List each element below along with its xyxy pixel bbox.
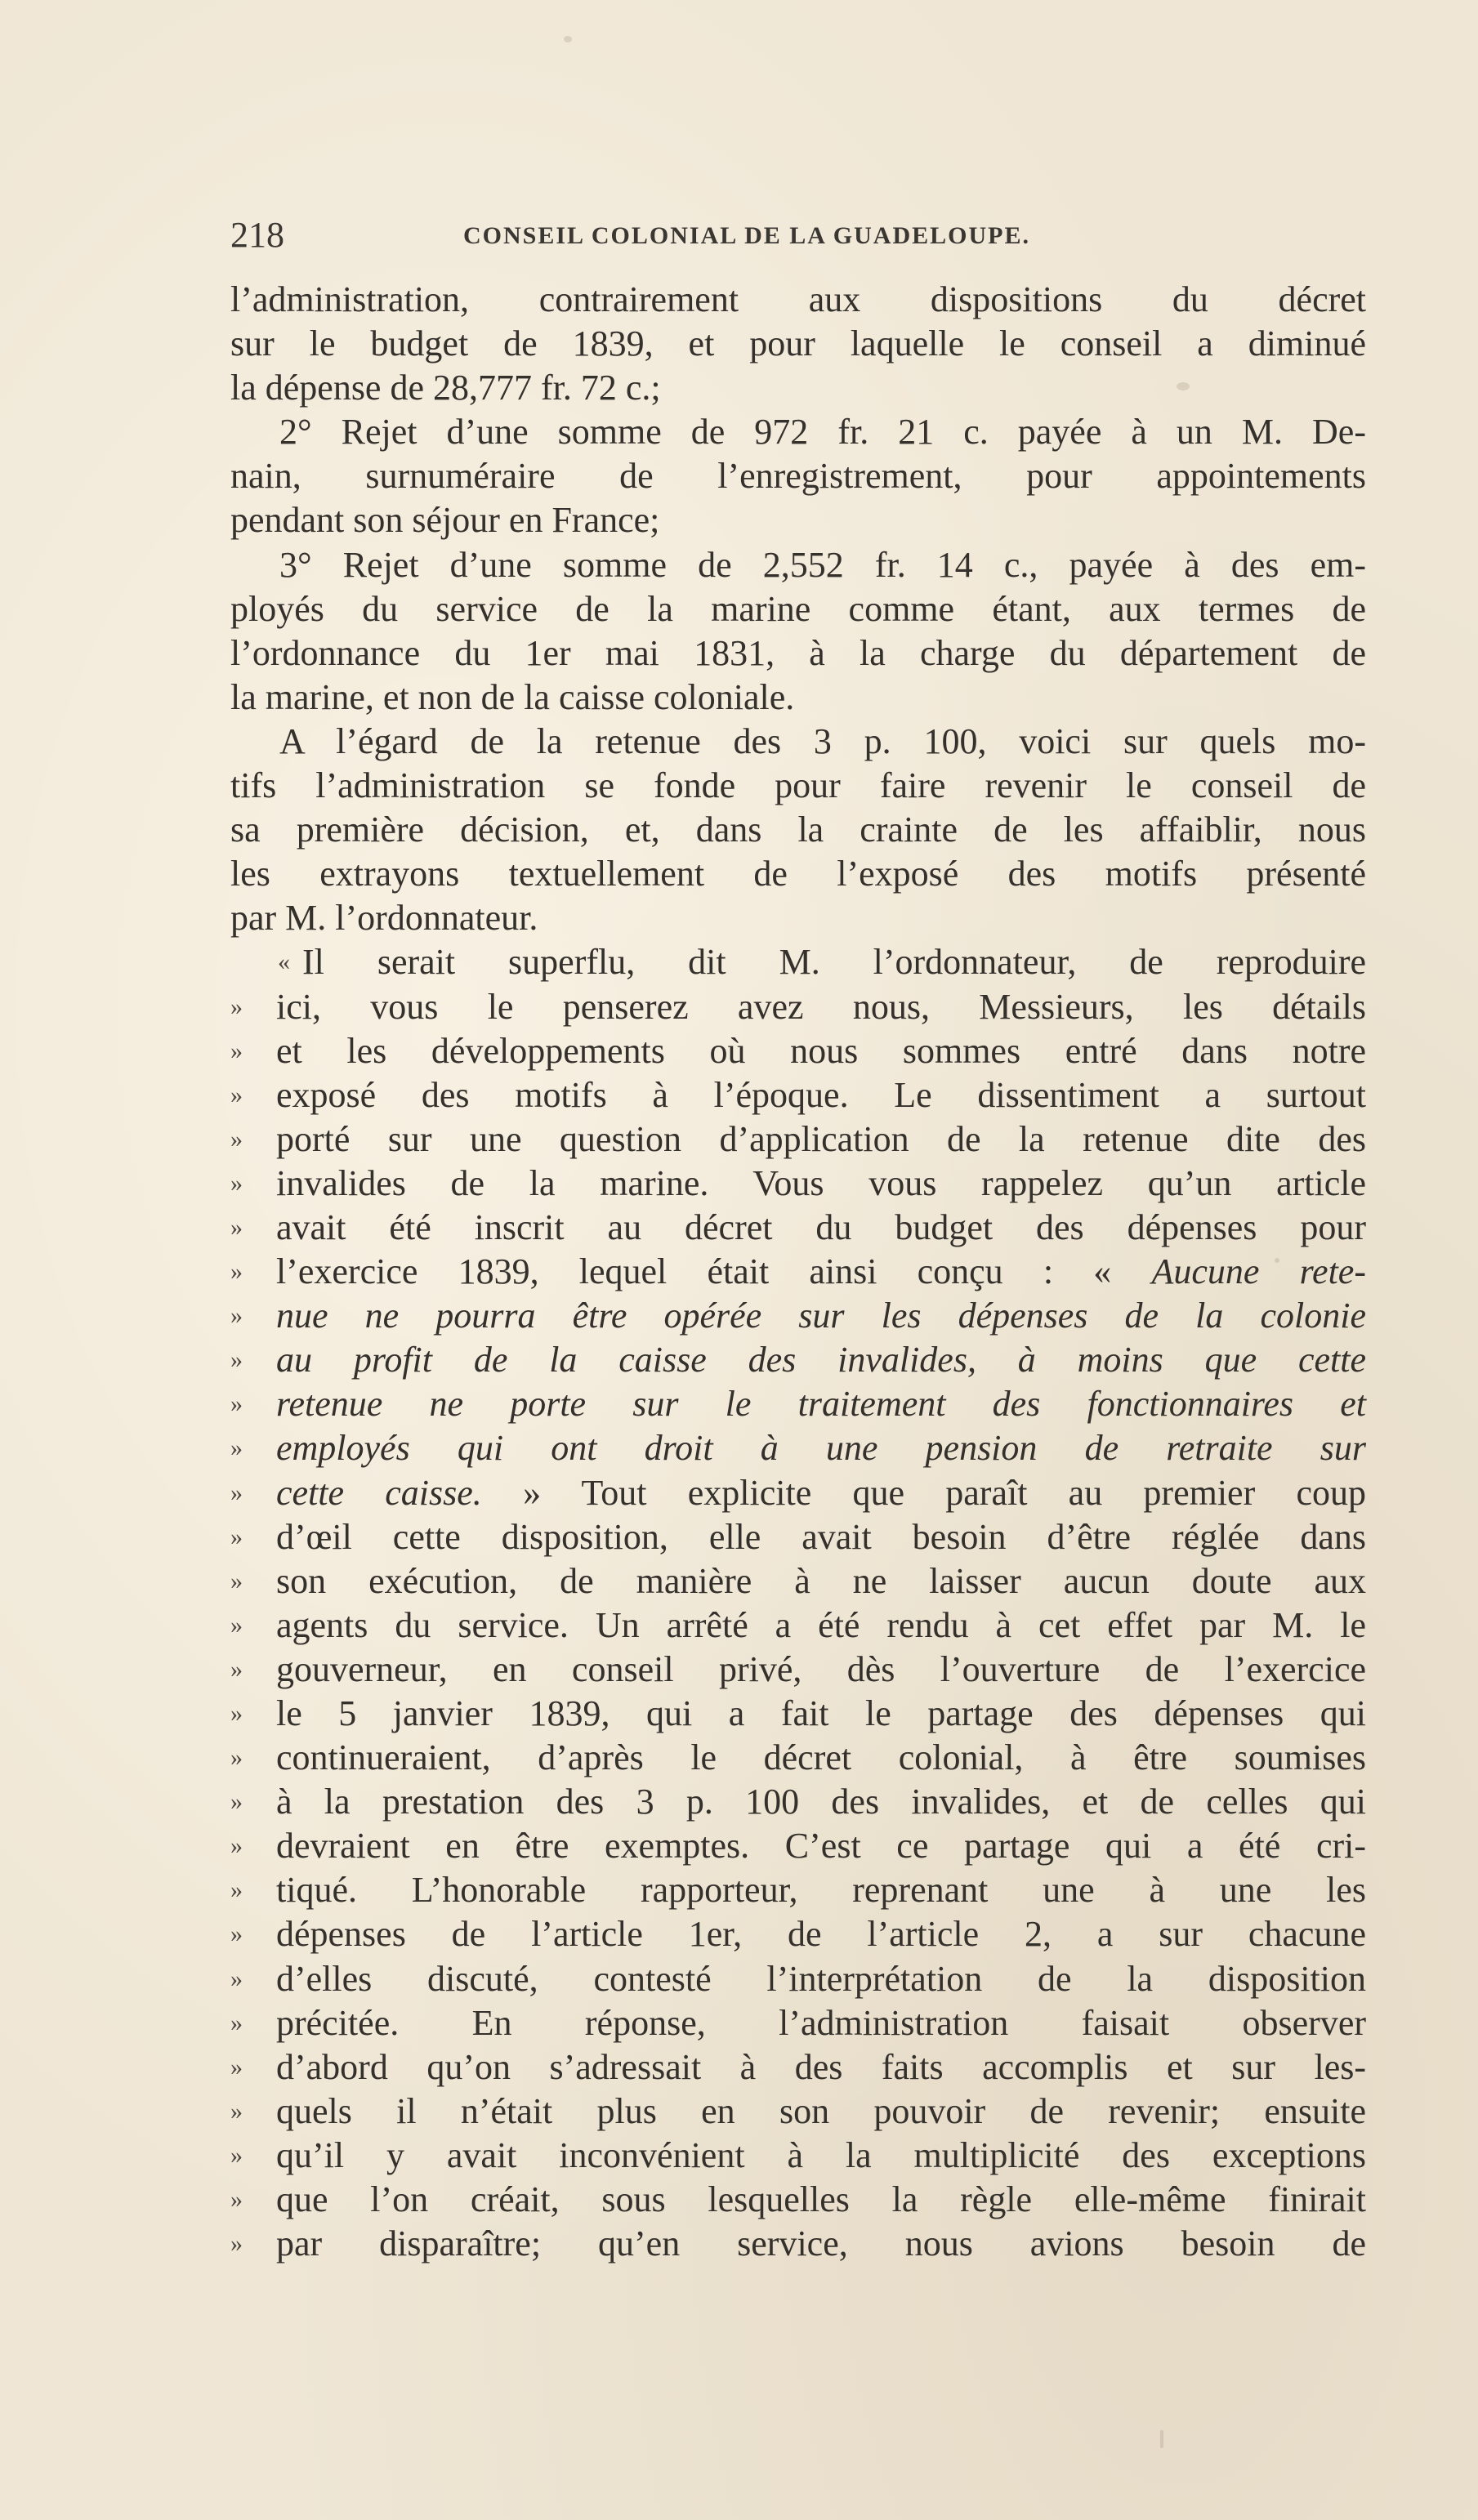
text-line	[230, 2090, 1366, 2134]
text-line	[230, 1957, 1366, 2001]
quote-mark: »	[230, 1169, 243, 1197]
line-text: par M. l’ordonnateur.	[230, 898, 538, 939]
text-line	[230, 2001, 1366, 2045]
line-text: sa première décision, et, dans la crainte de les affaiblir, nous	[230, 810, 1366, 850]
line-text: gouverneur, en conseil privé, dès l’ouverture de l’exercice	[276, 1648, 1366, 1689]
quote-mark: »	[230, 1655, 243, 1683]
text-line	[230, 1029, 1366, 1073]
quote-mark: »	[230, 1037, 243, 1064]
text-line	[230, 1206, 1366, 1250]
text-line	[230, 2134, 1366, 2178]
text-line	[230, 896, 1366, 940]
text-line	[230, 410, 1366, 454]
text-line	[230, 720, 1366, 764]
line-text: continueraient, d’après le décret colonial, à être soumises	[276, 1737, 1366, 1778]
quote-mark: »	[230, 2097, 243, 2125]
line-text: A l’égard de la retenue des 3 p. 100, voici sur quels mo-	[279, 720, 1366, 761]
quote-mark: »	[230, 1125, 243, 1153]
quote-mark: »	[230, 1788, 243, 1816]
text-line	[230, 1824, 1366, 1868]
quote-mark: »	[230, 1920, 243, 1948]
quote-mark: »	[230, 2141, 243, 2169]
line-text: que l’on créait, sous lesquelles la règle elle-même finirait	[276, 2179, 1366, 2220]
text-line	[230, 1471, 1366, 1515]
line-text: sur le budget de 1839, et pour laquelle le conseil a diminué	[230, 323, 1366, 364]
text-line	[230, 1780, 1366, 1824]
quote-mark: »	[230, 2053, 243, 2081]
text-line	[230, 676, 1366, 720]
text-line	[230, 1692, 1366, 1736]
quote-mark: »	[230, 1744, 243, 1772]
text-line	[230, 631, 1366, 676]
page-number: 218	[230, 215, 284, 255]
line-text: d’elles discuté, contesté l’interprétation de la disposition	[276, 1958, 1366, 1999]
text-line	[230, 1559, 1366, 1603]
quote-mark: »	[230, 2186, 243, 2214]
page-header	[230, 211, 1366, 260]
line-text: la marine, et non de la caisse coloniale.	[230, 676, 795, 717]
quote-mark: »	[230, 1434, 243, 1462]
line-text: porté sur une question d’application de la retenue dite des	[276, 1118, 1366, 1159]
line-text: quels il n’était plus en son pouvoir de revenir; ensuite	[276, 2090, 1366, 2131]
line-text: » Tout explicite que paraît au premier coup	[523, 1472, 1367, 1513]
quote-mark: »	[230, 1611, 243, 1639]
line-text: précitée. En réponse, l’administration faisait observer	[276, 2002, 1366, 2043]
quote-mark: »	[230, 2230, 243, 2258]
text-line	[230, 543, 1366, 587]
quote-mark: «	[278, 948, 290, 976]
line-text: l’exercice 1839, lequel était ainsi conçu : «	[276, 1251, 1112, 1292]
line-text: pendant son séjour en France;	[230, 500, 660, 541]
line-text: agents du service. Un arrêté a été rendu à cet effet par M. le	[276, 1604, 1366, 1645]
text-line	[230, 1250, 1366, 1294]
line-text-italic: cette caisse.	[276, 1472, 482, 1513]
line-text: avait été inscrit au décret du budget des dépenses pour	[276, 1206, 1366, 1247]
text-line	[230, 322, 1366, 366]
text-line	[230, 852, 1366, 896]
line-text: par disparaître; qu’en service, nous avions besoin de	[276, 2223, 1366, 2264]
line-text: et les développements où nous sommes entré dans notre	[276, 1030, 1366, 1071]
line-text: 3° Rejet d’une somme de 2,552 fr. 14 c., payée à des em-	[279, 544, 1366, 585]
text-line	[230, 1912, 1366, 1956]
line-text: Il serait superflu, dit M. l’ordonnateur, de reproduire	[302, 942, 1366, 983]
text-line	[230, 587, 1366, 631]
quote-mark: »	[230, 1700, 243, 1727]
text-line	[230, 2222, 1366, 2266]
paper-blemish	[1160, 2430, 1163, 2448]
text-line	[230, 1648, 1366, 1692]
line-text: ici, vous le penserez avez nous, Messieurs, les détails	[276, 986, 1366, 1027]
text-line	[230, 2045, 1366, 2090]
text-line	[230, 1294, 1366, 1338]
line-text: d’œil cette disposition, elle avait besoin d’être réglée dans	[276, 1516, 1366, 1557]
text-line	[230, 1162, 1366, 1206]
text-line	[230, 1426, 1366, 1470]
quote-mark: »	[230, 1346, 243, 1374]
quote-mark: »	[230, 1567, 243, 1595]
line-text: invalides de la marine. Vous vous rappelez qu’un article	[276, 1162, 1366, 1203]
text-line	[230, 366, 1366, 410]
running-head: CONSEIL COLONIAL DE LA GUADELOUPE.	[463, 222, 1030, 249]
quote-mark: »	[230, 992, 243, 1020]
line-text: tiqué. L’honorable rapporteur, reprenant une à une les	[276, 1870, 1366, 1911]
text-line	[230, 985, 1366, 1029]
quote-mark: »	[230, 1965, 243, 1992]
line-text: dépenses de l’article 1er, de l’article 2, a sur chacune	[276, 1914, 1366, 1955]
quote-mark: »	[230, 1876, 243, 1904]
quote-mark: »	[230, 1832, 243, 1860]
quote-mark: »	[230, 1213, 243, 1241]
text-line	[230, 1117, 1366, 1162]
line-text: 2° Rejet d’une somme de 972 fr. 21 c. payée à un M. De-	[279, 412, 1366, 453]
text-line	[230, 940, 1366, 984]
quote-mark: »	[230, 1390, 243, 1418]
text-line	[230, 278, 1366, 322]
line-text: à la prestation des 3 p. 100 des invalides, et de celles qui	[276, 1782, 1366, 1822]
body-text	[230, 278, 1366, 2266]
text-line	[230, 1338, 1366, 1382]
line-text-italic: retenue ne porte sur le traitement des fonctionnaires et	[276, 1384, 1366, 1425]
text-line	[230, 454, 1366, 498]
quote-mark: »	[230, 1302, 243, 1330]
text-line	[230, 1382, 1366, 1426]
text-line	[230, 1603, 1366, 1648]
line-text-italic: au profit de la caisse des invalides, à moins que cette	[276, 1340, 1366, 1380]
line-text: nain, surnuméraire de l’enregistrement, pour appointements	[230, 456, 1366, 497]
text-line	[230, 764, 1366, 808]
quote-mark: »	[230, 1081, 243, 1108]
text-line	[230, 1868, 1366, 1912]
text-line	[230, 808, 1366, 852]
line-text: exposé des motifs à l’époque. Le dissentiment a surtout	[276, 1074, 1366, 1115]
line-text-italic: employés qui ont droit à une pension de retraite sur	[276, 1428, 1366, 1469]
text-line	[230, 1073, 1366, 1117]
quote-mark: »	[230, 1479, 243, 1506]
line-text-italic: nue ne pourra être opérée sur les dépenses de la colonie	[276, 1296, 1366, 1336]
quote-mark: »	[230, 2009, 243, 2036]
quote-mark: »	[230, 1258, 243, 1286]
line-text-italic: Aucune rete-	[1151, 1251, 1366, 1292]
text-line	[230, 498, 1366, 542]
text-line	[230, 1736, 1366, 1780]
text-line	[230, 2178, 1366, 2222]
line-text: d’abord qu’on s’adressait à des faits accomplis et sur les-	[276, 2046, 1366, 2087]
line-text: la dépense de 28,777 fr. 72 c.;	[230, 368, 661, 408]
line-text: le 5 janvier 1839, qui a fait le partage des dépenses qui	[276, 1693, 1366, 1733]
line-text: ployés du service de la marine comme étant, aux termes de	[230, 588, 1366, 629]
line-text: l’ordonnance du 1er mai 1831, à la charge du département de	[230, 632, 1366, 673]
line-text: son exécution, de manière à ne laisser aucun doute aux	[276, 1560, 1366, 1601]
line-text: les extrayons textuellement de l’exposé des motifs présenté	[230, 854, 1366, 894]
line-text: devraient en être exemptes. C’est ce partage qui a été cri-	[276, 1826, 1366, 1867]
line-text: tifs l’administration se fonde pour faire revenir le conseil de	[230, 765, 1366, 806]
text-line	[230, 1515, 1366, 1559]
quote-mark: »	[230, 1523, 243, 1550]
line-text: l’administration, contrairement aux dispositions du décret	[230, 279, 1366, 319]
line-text: qu’il y avait inconvénient à la multiplicité des exceptions	[276, 2134, 1366, 2175]
paper-blemish	[564, 36, 572, 42]
